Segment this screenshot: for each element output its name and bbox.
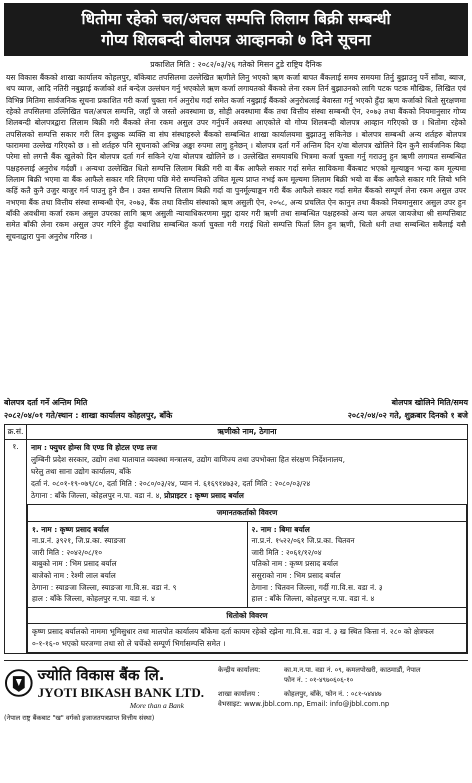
submission-deadline-label: बोलपत्र दर्ता गर्ने अन्तिम मिति (4, 398, 88, 407)
guarantor-2: २. नाम : बिमा बर्याल ना.प्र.नं. १५२२/०६१ जि.प्र.का. चितवन जारी मिति : २०६१/१२/०४ पतिको नाम : कृष्ण प्रसाद बर्याल ससुराको नाम : भिम प्रसाद बर्याल ठेगाना : चितवन जिल्ला, गर्दी गा.वि.स. वडा नं. ३ हाल : बाँके जिल्ला, कोहलपुर न.पा. वडा नं. ४ (247, 521, 467, 607)
central-office-address: का.म.न.पा. वडा नं. ०९, कमलपोखरी, काठमाडौं, नेपाल (284, 665, 421, 674)
logo-text-nepali: ज्योति विकास बैंक लि. (37, 665, 165, 684)
collateral-header: धितोको विवरण (28, 607, 467, 624)
serial-number: १. (5, 440, 27, 654)
notice-header (4, 3, 468, 56)
header-line-2: गोप्य शिलबन्दी बोलपत्र आव्हानको ७ दिने सूचना (101, 31, 371, 49)
contact-info: केन्द्रीय कार्यालय: का.म.न.पा. वडा नं. ०९, कमलपोखरी, काठमाडौं, नेपाल फोन नं. : ०१-४९७०६०६-१० शाखा कार्यालय : कोहलपुर, बाँके, फोन नं. : ०८१-५४४४७ वेभसाइट: www.jbbl.com.np, Email: info@jbbl.com.np (218, 665, 421, 709)
borrower-name-line: नाम : फ्युचर होम्स वि एण्ड वि होटल एण्ड लज (31, 443, 157, 452)
opening-date-label: बोलपत्र खोलिने मिति/समय (391, 398, 468, 407)
borrower-details (27, 440, 468, 654)
proprietor-name: कृष्ण प्रसाद बर्याल (194, 491, 244, 500)
header-line-1: धितोमा रहेको चल/अचल सम्पत्ति लिलाम बिक्री सम्बन्धी (81, 10, 391, 28)
borrower-name: फ्युचर होम्स वि एण्ड वि होटल एण्ड लज (49, 443, 157, 452)
collateral-details: कृष्ण प्रसाद बर्यालको नाममा भूमिसुधार तथा मालपोत कार्यालय बाँकेमा दर्ता कायम रहेको रझेना गा.वि.स. वडा नं. ३ ख स्थित कित्ता नं. २८० को क्षेत्रफल ०-१-१६-० भएको घरजग्गा तथा सो ले चर्चेको सम्पूर्ण भिर्गासम्पत्ति समेत । (28, 624, 467, 652)
registration-line-1: लुम्बिनी प्रदेश सरकार, उद्योग तथा यातायात व्यवस्था मन्त्रालय, उद्योग वाणिज्य तथा उपभोक्ता हित संरक्षण निर्देशनालय, (31, 455, 345, 464)
notice-body: यस विकास बैंकको शाखा कार्यालय कोहलपुर, बाँकेबाट तपसिलमा उल्लेखित ऋणीले लिनु भएको ऋण कर्जा बापत बैंकलाई समय समयमा तिर्नु बुझाउनु पर्ने साँवा, ब्याज, थप व्याज, आदि नतिरी नबुझाई कर्जाको शर्त बन्देज उल्लंघन गर्नु भएकोले ऋण कर्जा लगायतको बैंकको लेना रकम तिर्न बुझाउनको लागि पटक पटक मौखिक, लिखित एवं विभिन्न मितिमा सार्वजनिक सूचना प्रकाशित गरी कर्जा चुक्ता गर्न अनुरोध गर्दा समेत कर्जा नबुझाई बैंकको अनुरोधलाई बेवास्ता गर्नु भएको हुँदा ऋण कर्जाको धितो सुरक्षणमा रहेको तपसिलमा उल्लिखित चल/अचल सम्पत्ति, जहाँ जे जस्तो अवस्थामा छ, सोही अवस्थामा बैंक तथा वित्तीय संस्था सम्बन्धी ऐन, २०७३ तथा बैंकको नियमानुसार गोप्य शिलबन्दी बोलपत्रद्वारा लिलाम बिक्री गरी बैंकको लेना रकम असुल उपर गर्नुपर्ने अवस्था आएकोले यो गोप्य शिलबन्दी बोलपत्र आव्हान गरिएको छ । धितोमा रहेको तपसिलको सम्पत्ति सकार गरी लिन इच्छुक व्यक्ति वा संघ संस्थाहरुले बैंकको सम्बन्धित शाखा कार्यालयमा बुझाउनु सकिनेछ । बोलपत्र सम्बन्धी अन्य शर्तहरु बोलपत्र फाराममा उल्लेख गरिएको छ । सो शर्तहरु पनि सूचनाको अभिन्न अङ्का रुपमा लागु हुनेछन् । बोलपत्र दर्ता गर्ने अन्तिम दिन र/वा बोलपत्र खोलिने दिन कुनै सार्वजनिक बिदा परेमा सो लगत्तै बैंक खुलेको दिन बोलपत्र दर्ता गर्न सकिने र/वा बोलपत्र खोलिने छ । उल्लेखित समयावधि भित्रमा कर्जा चुक्ता गर्नु गराउनु हुन ऋणी लगायत सम्बन्धित पक्षहरुलाई अनुरोध गर्दछौं । अन्यथा उल्लेखित धितो सम्पत्ति लिलाम बिक्री गरी वा बैंक आफैले सकार गर्दा समेत साविकमा बैंकबाट भएको मूल्याङ्कन भन्दा कम मूल्यमा लिलाम बिक्री भएमा वा बैंक आफैले सकार गरि लिएमा पछि मेरो सम्पत्तिको उचित मूल्य प्राप्त नभई कम मूल्यमा लिलाम बिक्री भयो वा बैंक आफैले सकार गरि लियो भनि कहिं कतै कुनै उजुर बाजुर गर्न पाउनु हुने छैन । उक्त सम्पत्ति लिलाम बिक्री गर्दा वा पुनर्मूल्याङ्कन गरी बैंक आफैले सकार गर्दा समेत बैंकको सम्पूर्ण लेना रकम असुल उपर नभएमा बैंक तथा वित्तीय संस्था सम्बन्धी ऐन, २०७३, बैंक तथा वित्तीय संस्थाको ऋण असुली ऐन, २०५८, अन्य प्रचलित ऐन कानुन तथा बैंकको नियमानुसार असुल उपर हुन बाँकी अवधीमा कर्जा रकम असुल उपरका लागि ऋण असुली न्यायाधिकरणमा मुद्दा दायर गरी ऋणी तथा सम्बन्धित पक्षहरुको अन्य चल अचल जायजेथा श्री सम्पत्तिबाट समेत बाँकी लेना रकम असुल उपर गरिने हुँदा यथाशिघ्र सम्बन्धित कर्जा चुक्ता गरी गराई धितो सम्पत्ति फिर्ता लिन हुन ऋणी, धितो धनी तथा सम्बन्धित सबैलाई यसै सूचनाद्वारा पुनः अनुरोध गरिन्छ । (6, 73, 466, 241)
published-date: प्रकाशित मिति : २०८२/०३/२६ गतेको मिसन टुडे राष्ट्रिय दैनिक (150, 60, 322, 69)
sn-header: क्र.सं. (5, 425, 27, 440)
branch-office: कोहलपुर, बाँके, फोन नं. : ०८१-५४४४७ (284, 689, 382, 698)
deadline-values (4, 410, 468, 421)
bank-logo (4, 665, 204, 722)
guarantor-table (27, 504, 467, 653)
deadline-labels (4, 398, 468, 408)
logo-text-english: JYOTI BIKASH BANK LTD. (37, 684, 204, 700)
bank-logo-icon (4, 668, 34, 698)
registration-line-3: दर्ता नं. ०८०१-१९-०७९/८०, दर्ता मिति : २०८०/०३/२४, प्यान नं. ६१६९१४७३२, दर्ता मिति : २०८०/०३/२४ (31, 479, 311, 488)
opening-date-value: २०८२/०४/०२ गते, शुक्रबार दिनको १ बजे (347, 411, 468, 420)
submission-deadline-value: २०८२/०४/०१ गते/स्थान : शाखा कार्यालय कोहलपुर, बाँके (4, 411, 173, 420)
borrower-header: ऋणीको नाम, ठेगाना (27, 425, 468, 440)
guarantor-header: जमानतकर्ताको विवरण (28, 505, 467, 522)
guarantor-1: १. नाम : कृष्ण प्रसाद बर्याल ना.प्र.नं. ३९२१, जि.प्र.का. स्याङजा जारी मिति : २०४२/०८/१० बाबुको नाम : भिम प्रसाद बर्याल बाजेको नाम : रेश्मी लाल बर्याल ठेगाना : स्याङजा जिल्ला, स्याङजा गा.वि.स. वडा नं. ९ हाल : बाँके जिल्ला, कोहलपुर न.पा. वडा नं. ४ (28, 521, 248, 607)
website-email[interactable]: वेभसाइट: www.jbbl.com.np, Email: info@jbbl.com.np (218, 700, 390, 709)
registration-line-2: घरेलु तथा साना उद्योग कार्यालय, बाँके (31, 467, 131, 476)
footer (4, 660, 468, 722)
central-office-phone: फोन नं. : ०१-४९७०६०६-१० (284, 676, 354, 685)
license-grade: (नेपाल राष्ट्र बैंकबाट "ख" वर्गको इजाजतपत्रप्राप्त वित्तीय संस्था) (4, 713, 155, 722)
address-line: ठेगाना : बाँके जिल्ला, कोहलपुर न.पा. वडा नं. ४, प्रोप्राइटर : कृष्ण प्रसाद बर्याल (31, 491, 244, 500)
borrower-table (4, 424, 468, 654)
tagline: More than a Bank (129, 700, 184, 710)
